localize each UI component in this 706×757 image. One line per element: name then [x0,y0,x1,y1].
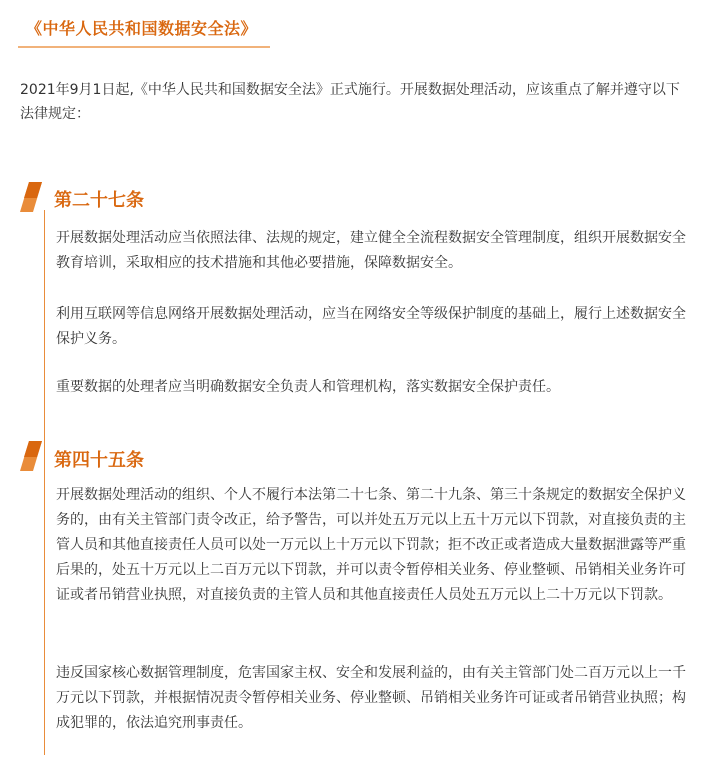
article-heading: 第二十七条 [54,190,144,211]
article-marker-icon [20,441,42,471]
article-paragraph: 开展数据处理活动应当依照法律、法规的规定，建立健全全流程数据安全管理制度，组织开展数据安全教育培训，采取相应的技术措施和其他必要措施，保障数据安全。 [56,230,686,271]
article-marker-icon [20,182,42,212]
timeline-line [44,210,45,755]
title-underline [18,46,270,48]
article-paragraph: 重要数据的处理者应当明确数据安全负责人和管理机构，落实数据安全保护责任。 [56,379,560,395]
law-title: 《中华人民共和国数据安全法》 [26,19,258,38]
article-paragraph: 利用互联网等信息网络开展数据处理活动，应当在网络安全等级保护制度的基础上，履行上述数据安全保护义务。 [56,306,686,347]
intro-paragraph: 2021年9月1日起,《中华人民共和国数据安全法》正式施行。开展数据处理活动，应该重点了解并遵守以下法律规定： [20,82,680,122]
article-paragraph: 开展数据处理活动的组织、个人不履行本法第二十七条、第二十九条、第三十条规定的数据安全保护义务的，由有关主管部门责令改正，给予警告，可以并处五万元以上五十万元以下罚款，对直接负责的主管人员和其他直接责任人员可以处一万元以上十万元以下罚款；拒不改正或者造成大量数据泄露等严重后果的，处五十万元以上二百万元以下罚款，并可以责令暂停相关业务、停业整顿、吊销相关业务许可证或者吊销营业执照，对直接负责的主管人员和其他直接责任人员处五万元以上二十万元以下罚款。 [56,487,686,603]
article-heading: 第四十五条 [54,450,144,471]
article-paragraph: 违反国家核心数据管理制度，危害国家主权、安全和发展利益的，由有关主管部门处二百万元以上一千万元以下罚款，并根据情况责令暂停相关业务、停业整顿、吊销相关业务许可证或者吊销营业执照；构成犯罪的，依法追究刑事责任。 [56,665,686,731]
